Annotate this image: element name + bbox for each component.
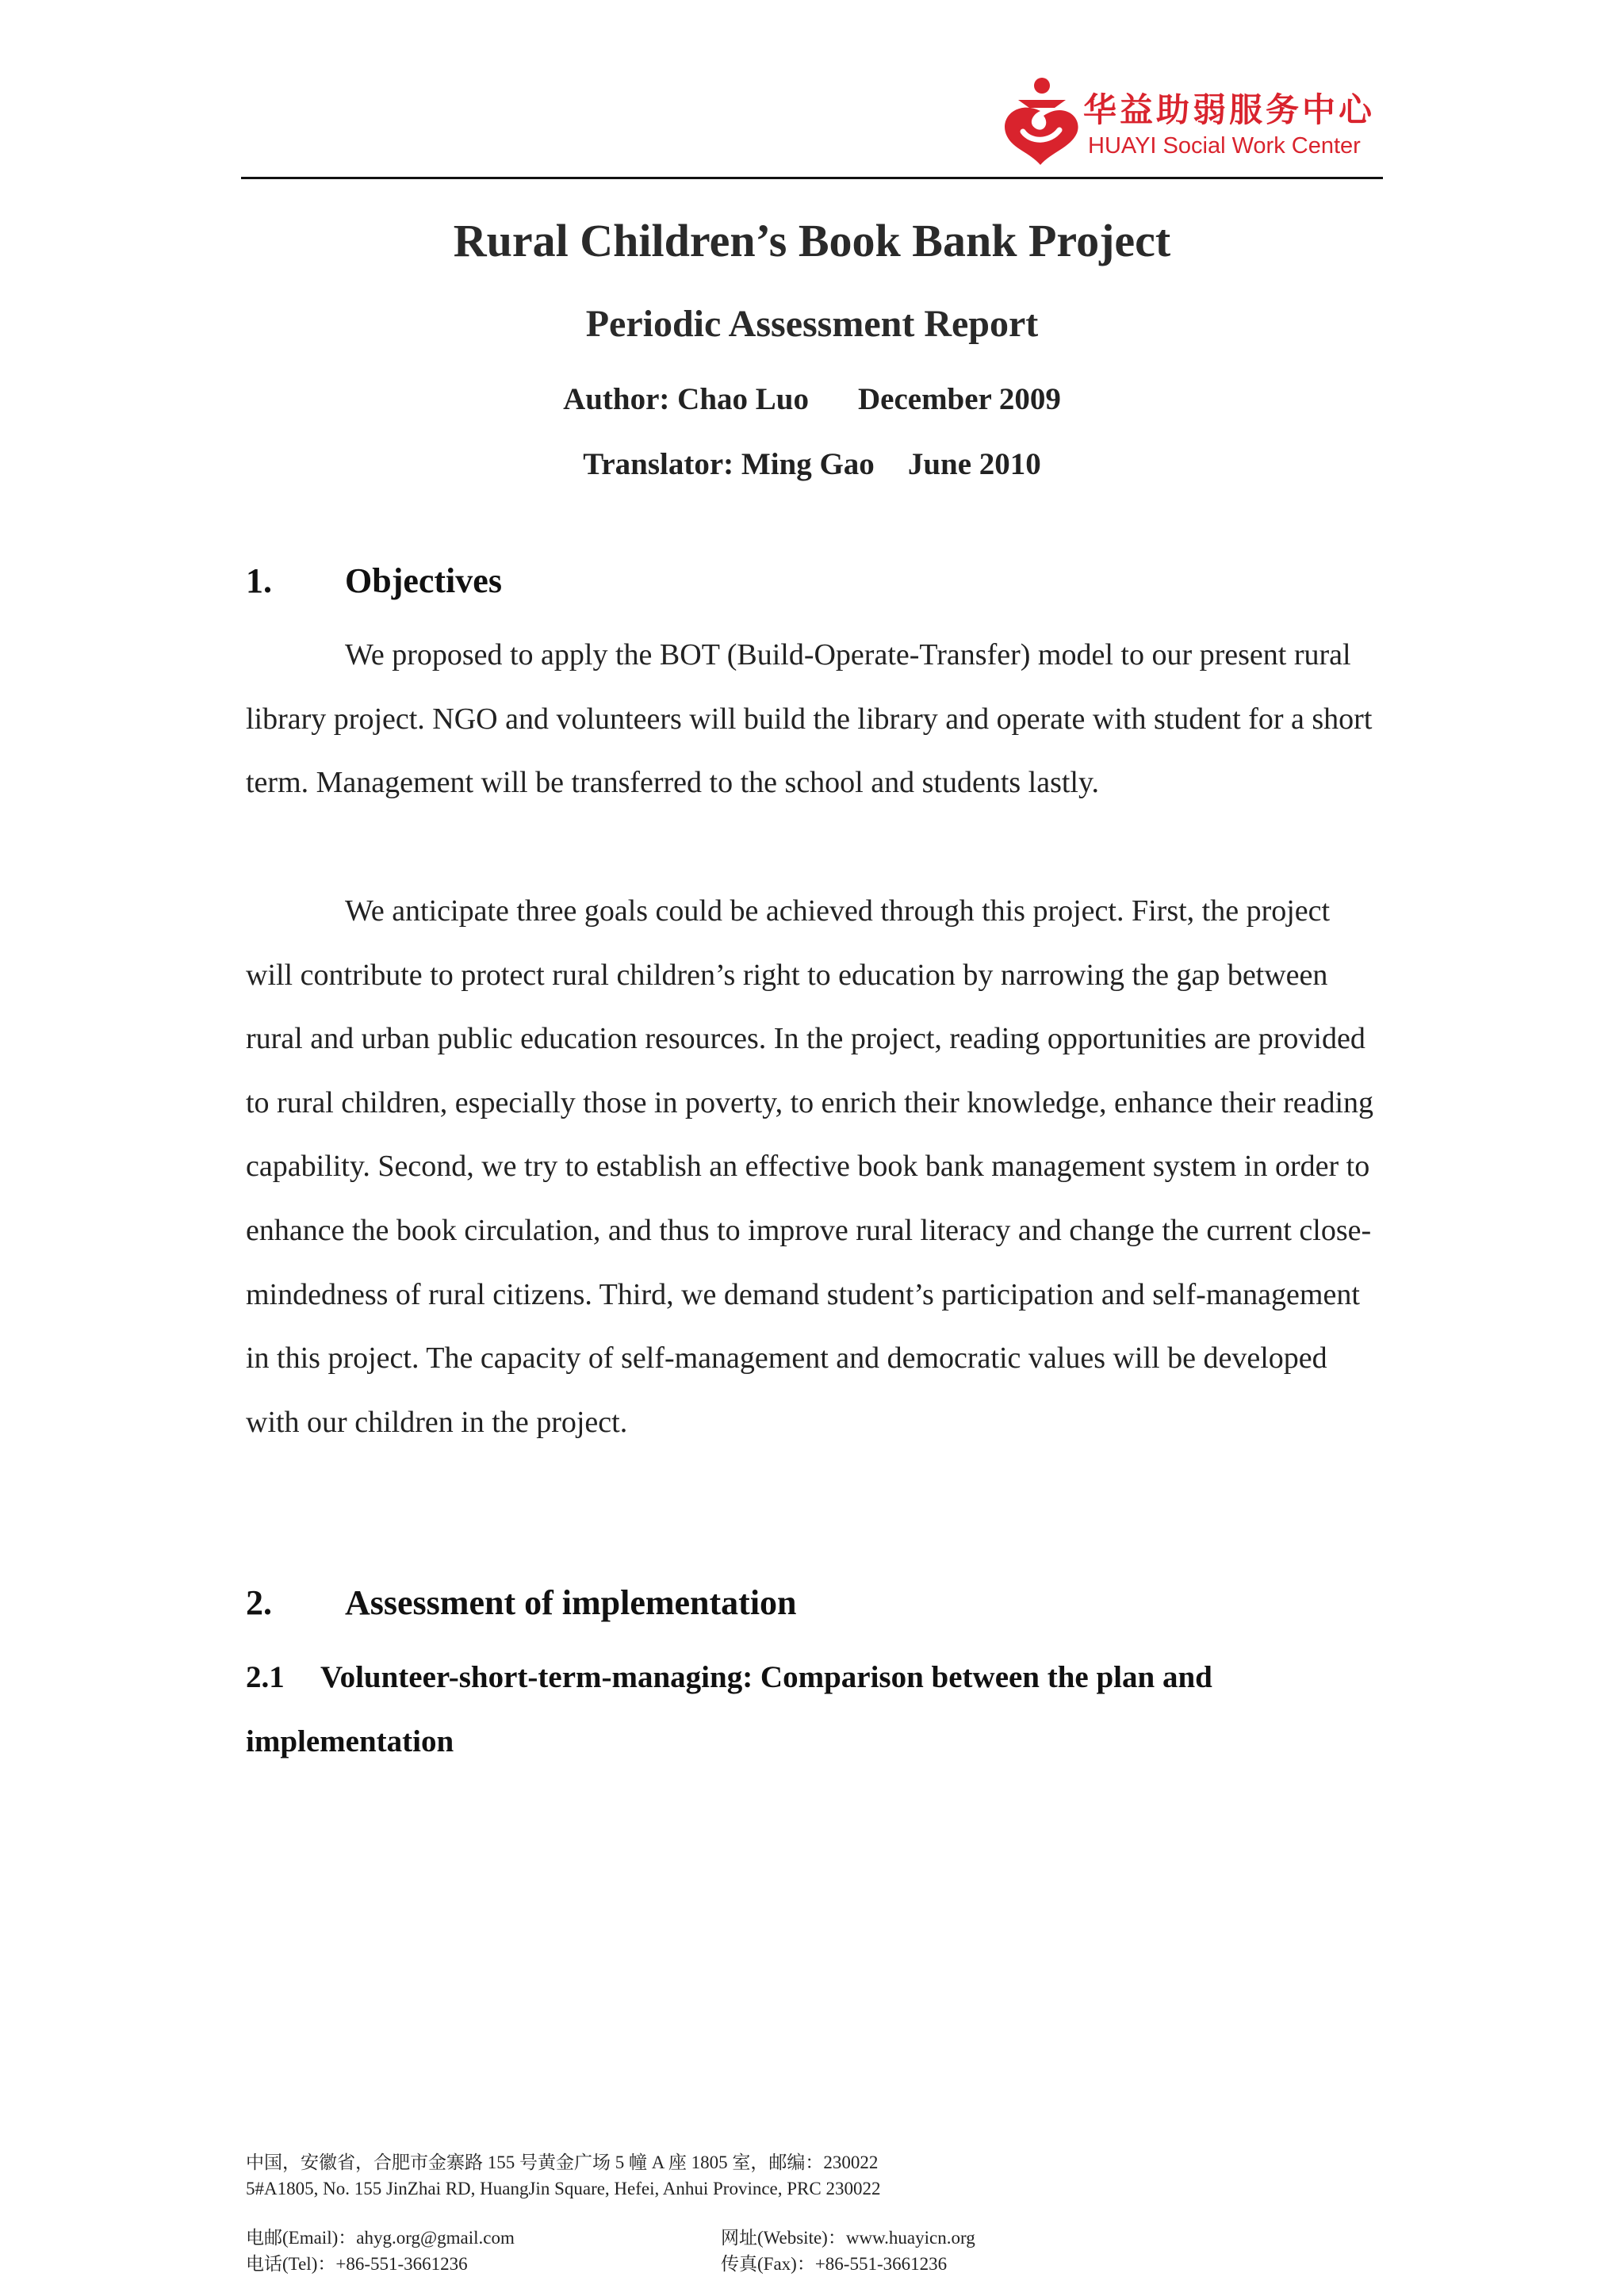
footer-address-english: 5#A1805, No. 155 JinZhai RD, HuangJin Square, Hefei, Anhui Province, PRC 230022 xyxy=(246,2179,881,2198)
translator-line xyxy=(0,441,1624,488)
section-number: 1. xyxy=(246,561,272,600)
footer-email: 电邮(Email)：ahyg.org@gmail.com xyxy=(246,2228,515,2248)
author-line xyxy=(0,376,1624,423)
section-title: Assessment of implementation xyxy=(345,1583,797,1622)
subsection-number: 2.1 xyxy=(246,1660,285,1694)
logo-english-text: HUAYI Social Work Center xyxy=(1088,133,1361,159)
translator-date: June 2010 xyxy=(907,447,1041,481)
document-subtitle: Periodic Assessment Report xyxy=(585,303,1039,345)
author-date: December 2009 xyxy=(857,382,1061,416)
objectives-paragraph-1: We proposed to apply the BOT (Build-Operate-Transfer) model to our present rural library project. NGO and volunteers will build the library and operate with student for a short term. Management will be transferred to the school and students lastly. xyxy=(246,638,1373,800)
section-heading-assessment xyxy=(246,1579,797,1627)
footer-tel: 电话(Tel)：+86-551-3661236 xyxy=(246,2254,468,2274)
footer-address-chinese: 中国，安徽省，合肥市金寨路 155 号黄金广场 5 幢 A 座 1805 室，邮编：230022 xyxy=(246,2152,879,2172)
footer-fax: 传真(Fax)：+86-551-3661236 xyxy=(721,2254,948,2274)
section-heading-objectives xyxy=(246,557,502,605)
translator-name: Translator: Ming Gao xyxy=(583,447,875,481)
huayi-heart-logo-icon xyxy=(994,76,1086,170)
logo-chinese-text: 华益助弱服务中心 xyxy=(1083,90,1376,129)
header-divider xyxy=(241,177,1383,179)
author-name: Author: Chao Luo xyxy=(563,382,809,416)
subsection-heading-2-1 xyxy=(246,1646,1372,1774)
section-number: 2. xyxy=(246,1583,272,1622)
document-title: Rural Children’s Book Bank Project xyxy=(453,215,1171,266)
objectives-paragraph-2: We anticipate three goals could be achieved through this project. First, the project will contribute to protect rural children’s right to education by narrowing the gap between rural and urban public education resources. In the project, reading opportunities are provided to rural children, especially those in poverty, to enrich their knowledge, enhance their reading capability. Second, we try to establish an effective book bank management system in order to enhance the book circulation, and thus to improve rural literacy and change the current close-mindedness of rural citizens. Third, we demand student’s participation and self-management in this project. The capacity of self-management and democratic values will be developed with our children in the project. xyxy=(246,894,1374,1439)
subsection-title: Volunteer-short-term-managing: Comparison between the plan and implementation xyxy=(246,1660,1212,1758)
section-title: Objectives xyxy=(345,561,502,600)
footer-website: 网址(Website)：www.huayicn.org xyxy=(721,2228,975,2248)
huayi-logo xyxy=(994,73,1391,176)
